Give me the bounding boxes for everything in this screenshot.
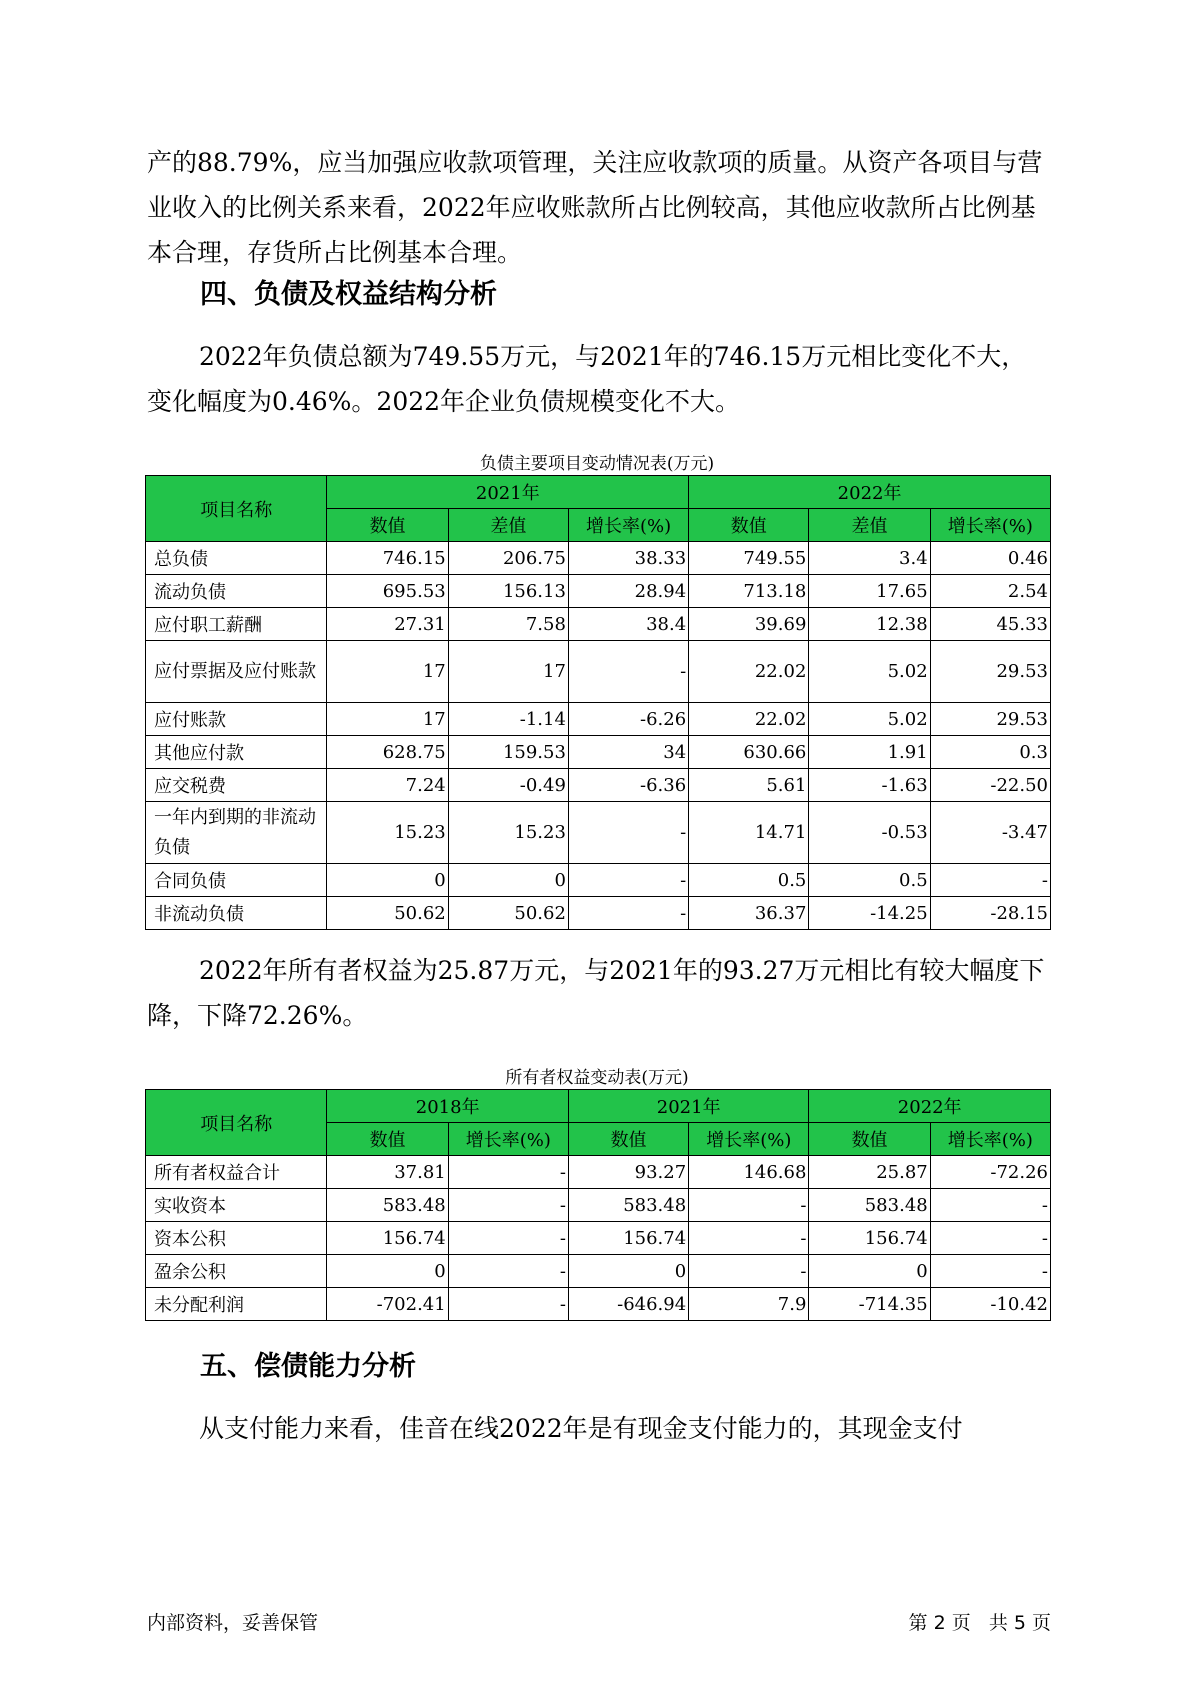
table-row (146, 1156, 1051, 1189)
value-cell: 1.91 (809, 736, 930, 769)
footer-page-number: 第 2 页 共 5 页 (908, 1612, 1051, 1634)
value-cell: 15.23 (448, 802, 568, 864)
table1-year-header: 2022年 (689, 476, 1051, 509)
value-cell: 583.48 (809, 1189, 930, 1222)
value-cell: -28.15 (930, 897, 1050, 930)
value-cell: 0 (327, 1255, 448, 1288)
value-cell: 45.33 (930, 608, 1050, 641)
value-cell: - (930, 1222, 1050, 1255)
table-row (146, 608, 1051, 641)
table1-sub-header: 数值 (327, 509, 448, 542)
value-cell: - (930, 864, 1050, 897)
table-row (146, 575, 1051, 608)
value-cell: 0 (568, 1255, 688, 1288)
value-cell: 7.24 (327, 769, 448, 802)
table-row (146, 802, 1051, 864)
row-name-cell: 非流动负债 (146, 897, 327, 930)
value-cell: 7.58 (448, 608, 568, 641)
paragraph-liabilities-text: 2022年负债总额为749.55万元，与2021年的746.15万元相比变化不大，变化幅度为0.46%。2022年企业负债规模变化不大。 (147, 342, 1027, 416)
table-row (146, 1288, 1051, 1321)
value-cell: 746.15 (327, 542, 448, 575)
value-cell: -6.26 (568, 703, 688, 736)
row-name-cell: 一年内到期的非流动负债 (146, 802, 327, 864)
value-cell: 583.48 (327, 1189, 448, 1222)
value-cell: 29.53 (930, 641, 1050, 703)
value-cell: 5.61 (689, 769, 809, 802)
value-cell: 25.87 (809, 1156, 930, 1189)
table2-year-header: 2018年 (327, 1090, 569, 1123)
value-cell: -72.26 (930, 1156, 1050, 1189)
row-name-cell: 盈余公积 (146, 1255, 327, 1288)
table2-year-header: 2021年 (568, 1090, 808, 1123)
value-cell: 39.69 (689, 608, 809, 641)
value-cell: - (689, 1189, 809, 1222)
value-cell: 583.48 (568, 1189, 688, 1222)
value-cell: 0.5 (809, 864, 930, 897)
value-cell: - (568, 641, 688, 703)
value-cell: - (448, 1189, 568, 1222)
value-cell: 17 (448, 641, 568, 703)
value-cell: -3.47 (930, 802, 1050, 864)
paragraph-equity (147, 948, 1047, 1038)
liabilities-table (145, 475, 1051, 930)
value-cell: 5.02 (809, 703, 930, 736)
value-cell: 630.66 (689, 736, 809, 769)
value-cell: - (448, 1288, 568, 1321)
value-cell: 146.68 (689, 1156, 809, 1189)
value-cell: 17.65 (809, 575, 930, 608)
value-cell: -0.53 (809, 802, 930, 864)
table-row (146, 897, 1051, 930)
row-name-cell: 所有者权益合计 (146, 1156, 327, 1189)
value-cell: 0 (327, 864, 448, 897)
value-cell: - (689, 1222, 809, 1255)
table2-sub-header: 数值 (809, 1123, 930, 1156)
value-cell: -22.50 (930, 769, 1050, 802)
section-heading-liabilities: 四、负债及权益结构分析 (200, 279, 497, 310)
row-name-cell: 应付账款 (146, 703, 327, 736)
value-cell: 0 (448, 864, 568, 897)
value-cell: 17 (327, 641, 448, 703)
value-cell: -702.41 (327, 1288, 448, 1321)
value-cell: - (448, 1222, 568, 1255)
equity-table (145, 1089, 1051, 1321)
value-cell: - (448, 1156, 568, 1189)
row-name-cell: 总负债 (146, 542, 327, 575)
value-cell: 713.18 (689, 575, 809, 608)
value-cell: 36.37 (689, 897, 809, 930)
value-cell: 156.74 (809, 1222, 930, 1255)
paragraph-equity-text: 2022年所有者权益为25.87万元，与2021年的93.27万元相比有较大幅度下降，下降72.26%。 (147, 956, 1045, 1030)
value-cell: -1.63 (809, 769, 930, 802)
value-cell: 156.13 (448, 575, 568, 608)
value-cell: 749.55 (689, 542, 809, 575)
value-cell: 22.02 (689, 703, 809, 736)
value-cell: 206.75 (448, 542, 568, 575)
value-cell: 0.46 (930, 542, 1050, 575)
table1-sub-header: 差值 (448, 509, 568, 542)
row-name-cell: 流动负债 (146, 575, 327, 608)
table-row (146, 1222, 1051, 1255)
value-cell: - (689, 1255, 809, 1288)
value-cell: - (568, 864, 688, 897)
table-row (146, 542, 1051, 575)
value-cell: - (568, 897, 688, 930)
value-cell: -10.42 (930, 1288, 1050, 1321)
value-cell: 156.74 (568, 1222, 688, 1255)
value-cell: 50.62 (448, 897, 568, 930)
table2-sub-header: 增长率(%) (448, 1123, 568, 1156)
row-name-cell: 合同负债 (146, 864, 327, 897)
value-cell: - (930, 1189, 1050, 1222)
table-row (146, 769, 1051, 802)
row-name-cell: 应交税费 (146, 769, 327, 802)
table1-sub-header: 增长率(%) (568, 509, 688, 542)
value-cell: -14.25 (809, 897, 930, 930)
row-name-cell: 未分配利润 (146, 1288, 327, 1321)
value-cell: 17 (327, 703, 448, 736)
value-cell: - (568, 802, 688, 864)
paragraph-asset-ratio: 产的88.79%，应当加强应收款项管理，关注应收款项的质量。从资产各项目与营业收入的比例关系来看，2022年应收账款所占比例较高，其他应收款所占比例基本合理，存货所占比例基本合理。 (147, 148, 1043, 267)
value-cell: -646.94 (568, 1288, 688, 1321)
value-cell: 7.9 (689, 1288, 809, 1321)
table1-year-header: 2021年 (327, 476, 689, 509)
table2-sub-header: 数值 (327, 1123, 448, 1156)
value-cell: 5.02 (809, 641, 930, 703)
table-row (146, 1255, 1051, 1288)
value-cell: 28.94 (568, 575, 688, 608)
table1-caption: 负债主要项目变动情况表(万元) (479, 454, 715, 474)
table1-name-header: 项目名称 (146, 476, 327, 542)
row-name-cell: 应付票据及应付账款 (146, 641, 327, 703)
value-cell: 3.4 (809, 542, 930, 575)
value-cell: 695.53 (327, 575, 448, 608)
value-cell: 0 (809, 1255, 930, 1288)
value-cell: 159.53 (448, 736, 568, 769)
value-cell: - (930, 1255, 1050, 1288)
table2-sub-header: 增长率(%) (930, 1123, 1050, 1156)
value-cell: -0.49 (448, 769, 568, 802)
value-cell: 29.53 (930, 703, 1050, 736)
table-row (146, 641, 1051, 703)
table2-name-header: 项目名称 (146, 1090, 327, 1156)
table-row (146, 1189, 1051, 1222)
paragraph-solvency-text: 从支付能力来看，佳音在线2022年是有现金支付能力的，其现金支付 (199, 1414, 963, 1443)
value-cell: 27.31 (327, 608, 448, 641)
table2-sub-header: 增长率(%) (689, 1123, 809, 1156)
table2-year-header: 2022年 (809, 1090, 1051, 1123)
value-cell: 38.33 (568, 542, 688, 575)
table1-sub-header: 增长率(%) (930, 509, 1050, 542)
value-cell: 37.81 (327, 1156, 448, 1189)
value-cell: 0.5 (689, 864, 809, 897)
row-name-cell: 实收资本 (146, 1189, 327, 1222)
value-cell: 15.23 (327, 802, 448, 864)
table-row (146, 703, 1051, 736)
value-cell: 93.27 (568, 1156, 688, 1189)
value-cell: 22.02 (689, 641, 809, 703)
value-cell: 628.75 (327, 736, 448, 769)
value-cell: -6.36 (568, 769, 688, 802)
value-cell: -714.35 (809, 1288, 930, 1321)
table1-sub-header: 差值 (809, 509, 930, 542)
value-cell: 50.62 (327, 897, 448, 930)
value-cell: - (448, 1255, 568, 1288)
value-cell: -1.14 (448, 703, 568, 736)
table2-sub-header: 数值 (568, 1123, 688, 1156)
row-name-cell: 其他应付款 (146, 736, 327, 769)
table-row (146, 864, 1051, 897)
value-cell: 0.3 (930, 736, 1050, 769)
value-cell: 34 (568, 736, 688, 769)
row-name-cell: 应付职工薪酬 (146, 608, 327, 641)
value-cell: 2.54 (930, 575, 1050, 608)
footer-confidential: 内部资料，妥善保管 (147, 1612, 319, 1634)
table-row (146, 736, 1051, 769)
paragraph-liabilities (147, 334, 1047, 424)
value-cell: 12.38 (809, 608, 930, 641)
paragraph-solvency (147, 1406, 1047, 1451)
value-cell: 156.74 (327, 1222, 448, 1255)
row-name-cell: 资本公积 (146, 1222, 327, 1255)
table2-caption: 所有者权益变动表(万元) (505, 1068, 689, 1088)
value-cell: 38.4 (568, 608, 688, 641)
section-heading-solvency: 五、偿债能力分析 (200, 1351, 416, 1382)
table1-sub-header: 数值 (689, 509, 809, 542)
value-cell: 14.71 (689, 802, 809, 864)
